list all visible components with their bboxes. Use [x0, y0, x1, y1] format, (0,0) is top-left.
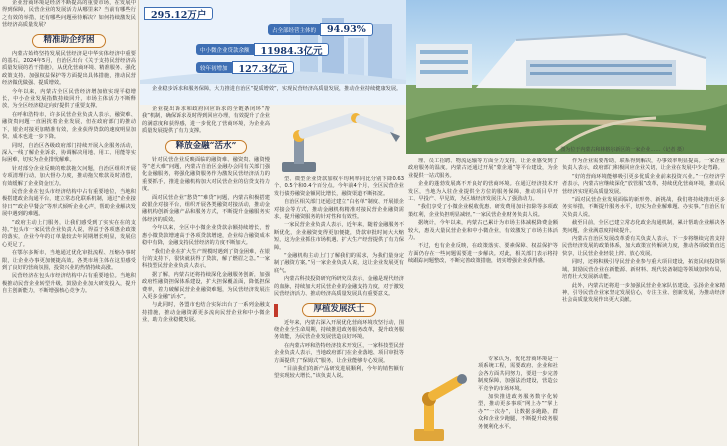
paragraph: 自治区相关部门还通过建立“白名单”制度、开展银企对接会等方式，推动金融机构精准对接民营企业融资需求，提升融资服务的针对性和有效性。	[274, 199, 404, 221]
stat-value: 11984.3亿元	[254, 43, 330, 56]
building-illustration	[406, 0, 727, 154]
paragraph: 同时，还将积极引导民营企业参与重大项目建设，拓宽民间投资领域，鼓励民营企业在新能源、新材料、现代装备制造等领域加快布局，培育壮大发展新动能。	[562, 259, 725, 281]
paragraph: 据了解，内蒙古还将持续深化金融服务创新，加强政府性融资担保体系建设，扩大担保覆盖面，降低担保费率，着力破解民营企业融资难题，为民营经济发展注入更多金融“活水”。	[142, 271, 270, 300]
section2-head	[142, 137, 270, 157]
paragraph: 在鄂尔多斯市，当地通过优化审批流程、压缩办事时限，让企业办事更加便捷高效。各类市场主体在这里感受到了良好的营商氛围，投资兴业的热情持续高涨。	[2, 250, 136, 271]
paragraph: 近年来，内蒙古深入开展优化营商环境攻坚行动，围绕企业全生命周期，持续推进政务服务改革，提升政务服务效能，为民营企业发展营造良好环境。	[274, 319, 404, 341]
paragraph: 今年以来，全区中小微企业贷款余额持续增长，普惠小微贷款增速高于各项贷款增速，企业综合融资成本稳中有降，金融支持民营经济的力度不断加大。	[142, 225, 270, 247]
building-photo	[406, 0, 727, 154]
paragraph: 企业的蓬勃发展离不开良好的营商环境。在通辽经济技术开发区，当地为入驻企业提供全方位的服务保障，推动项目早开工、早投产、早见效，为区域经济发展注入了强劲动力。	[408, 181, 558, 203]
column-5	[562, 158, 725, 446]
paragraph: 面对民营企业“愁贷”“难贷”问题，内蒙古积极搭建政银企对接平台，组织开展各类融资对接活动，推动金融机构创新金融产品和服务方式，不断提升金融服务实体经济的质效。	[142, 194, 270, 223]
paragraph: 今年以来，内蒙古全区民营经济增加值实现平稳增长，中小企业发展指数持续回升，市场主体活力不断释放，为全区经济稳定向好提供了重要支撑。	[2, 88, 136, 110]
column-1	[2, 0, 136, 446]
paragraph: 作为企业需要帮助，联系得到解决，办事效率明显提高。一家企业负责人表示，政府部门积极回应企业关切，让企业在发展中少走弯路。	[562, 158, 725, 172]
section1-head	[2, 31, 136, 51]
paragraph: 与此同时，各盟市也结合实际出台了一系列金融支持措施，推动金融资源更多流向民营企业和中小微企业，助力企业稳健发展。	[142, 302, 270, 324]
section3-head	[274, 300, 404, 320]
paragraph: 内蒙古科技投资研究所研究员表示，金融是现代经济的血脉，持续加大对民营企业的金融支持力度，对于激发民营经济活力、推动经济高质量发展具有重要意义。	[274, 276, 404, 298]
paragraph: 针对部分企业反映的账款拖欠问题，自治区组织开展专项清理行动，加大督办力度，推动拖欠账款及时清偿，有效缓解了企业资金压力。	[2, 165, 136, 187]
paragraph: 民营企业在包头市经济结构中占有重要地位，当地积极搭建政企沟通平台，建立常态化联系机制，通过“企业接待日”“政企早餐会”等形式倾听企业心声，帮助企业解决发展中遇到的难题。	[2, 188, 136, 218]
paragraph: 内蒙古自治区发展改革委有关负责人表示，下一步将继续完善支持民营经济发展的政策体系，加大政策宣传解读力度，推动各项政策直达快享，让民营企业轻装上阵、放心发展。	[562, 236, 725, 257]
stat-business-entities	[144, 6, 213, 21]
stat-value: 127.3亿元	[232, 61, 295, 74]
robot-arm-icon	[406, 355, 476, 446]
paragraph: 同时，自治区各级政府部门持续开展入企服务活动，深入一线了解企业诉求，协调解决用地、用工、用能等实际困难，切实为企业排忧解难。	[2, 142, 136, 164]
paragraph: 针对民营企业反映面临的融资难、融资贵、融资慢等“老大难”问题，内蒙古自治区金融办会同有关部门强化金融服务，将强化融资服务作为激发民营经济活力的重要抓手，推进金融机构加大对民营企业的信贷支持力度。	[142, 156, 270, 193]
paragraph: 内蒙古始终坚持发展民营经济是中华实体经济中重要的基石。2024年5月，自治区出台《关于支持民营经济高质量发展的若干措施》，从优化营商环境、精准服务、强化政策支持、加强权益保护等方面提出具体措施，推动民营经济做优做强、提质增效。	[2, 50, 136, 87]
infographic-caption: 企业稳步诉求和服务保障，大力推进自治区“提质增效”，实现民营经济高质量发展，推动企业持续健康发展。	[152, 86, 402, 92]
paragraph: 民营经济在包头市经济结构中占有重要地位。当地积极推动民营企业转型升级，鼓励企业加大研发投入，提升自主创新能力，不断增强核心竞争力。	[2, 273, 136, 295]
paragraph: “金融机构主动上门了解我们的需求，为我们量身定制了融资方案。”另一家企业负责人说，这让企业发展更有底气。	[274, 253, 404, 274]
paragraph: 企业营商环境是经济不断提高的重要市场，在发展中得到保障，民营企业的发展活力从哪里来？当前有哪些行之有效的举措，还有哪些问题亟待解决？如何持续激发民营经济高质量发展？	[2, 0, 136, 29]
paragraph: 理、员工招聘、物流运输等方面全力支持，让企业感受到了政府服务的温度。内蒙古还通过开展“蒙企通”等平台建设，为企业提供一站式服务。	[408, 158, 558, 179]
paragraph: “政府主动上门服务，让我们感受到了实实在在的支持。”包头市一家民营企业负责人说，得益于各项惠企政策的落实，企业今年的订单量较去年同期增长明显，发展信心更足了。	[2, 219, 136, 248]
stat-label: 占全部经营主体的	[268, 24, 320, 35]
stats-infographic	[140, 0, 406, 105]
paragraph: 截至目前，全区已建立常态化政企沟通机制，累计帮助企业解决各类问题，企业满意度持续提升。	[562, 220, 725, 234]
stat-value: 295.12万户	[144, 7, 213, 20]
column-2	[142, 106, 270, 446]
stat-share	[268, 22, 373, 37]
paragraph: 据统计，今年以来，内蒙古已累计为市场主体减税降费金额较大，惠及大量民营企业和中小微企业，有效激发了市场主体活力。	[408, 220, 558, 242]
robot-arm-figure	[272, 106, 406, 176]
paragraph: “我们企业在扩大生产规模时遇到了资金困难，在银行的支持下，很快就获得了贷款，解了燃眉之急。”一家科技型民营企业负责人表示。	[142, 248, 270, 270]
robot-figure-bottom	[406, 355, 476, 446]
paragraph: “好的营商环境能够吸引更多优质企业前来投资兴业。”一位经济学者表示，内蒙古应继续深化“放管服”改革，持续优化营商环境，推动民营经济实现更高质量发展。	[562, 173, 725, 195]
column-divider	[138, 0, 139, 446]
paragraph: “面对民营企业发展面临的新形势、新挑战，我们将持续推出更多务实举措，不断提升服务水平，切实为企业解难题、办实事。”自治区有关负责人说。	[562, 197, 725, 218]
paragraph: 不过，也有企业反映，在政策落实、要素保障、权益保护等方面仍存在一些问题需要进一步解决。对此，相关部门表示将持续跟踪问题整改，不断完善政策措施，切实增强企业获得感。	[408, 243, 558, 265]
paragraph: 型、微型企业贷款加权平均利率同比分别下降0.63个、0.5个和0.4个百分点。今年前4个月，全区民营企业发行债券融资金额同比增长，融资渠道不断拓宽。	[274, 176, 404, 197]
section1-title: 精准助企纾困	[32, 34, 105, 47]
robot-arm-icon	[272, 106, 406, 176]
stat-label: 中小微企业贷款余额	[196, 44, 254, 55]
column-3	[274, 176, 404, 446]
column-4	[408, 158, 558, 354]
paragraph: 一家民营企业负责人表示，近年来，随着金融服务不断优化，企业融资变得更加便捷，贷款审批时间大大缩短，这为企业抓住市场机遇、扩大生产经营提供了有力保障。	[274, 222, 404, 251]
paragraph: “目前我们的新产品研发进展顺利，今年的销售额有望实现较大增长。”该负责人说。	[274, 365, 404, 380]
stat-loan-increase	[196, 60, 294, 75]
stat-label: 较年初增加	[196, 62, 232, 73]
column-4b	[478, 356, 558, 446]
section2-title: 释放金融“活水”	[165, 140, 248, 153]
paragraph: 加快推进政务服务数字化转型，推动更多事项“网上办”“掌上办”“一次办”，让数据多跑路，群众和企业少跑腿，不断提升政务服务便利化水平。	[478, 394, 558, 430]
paragraph: 在呼和浩特市，许多民营企业负责人表示，融资难、融资贵问题一直困扰着企业发展，但在政府部门的推动下，银企对接更加精准有效，企业获得贷款的速度明显加快，成本也进一步下降。	[2, 111, 136, 141]
photo-caption: 图为位于内蒙古和林格尔新区的一家企业……（记者 摄）	[560, 147, 687, 153]
paragraph: 此外，内蒙古还将进一步加强民营企业家队伍建设，弘扬企业家精神，引导民营企业家坚定发展信心，专注主业、创新发展，为推动经济社会高质量发展作出更大贡献。	[562, 282, 725, 304]
section3-title: 厚植发展沃土	[302, 303, 375, 316]
section-marker	[274, 304, 278, 317]
paragraph: “我们享受了小微企业税收优惠、研发费用加计扣除等多项政策红利，企业负担明显减轻。”一家民营企业财务负责人说。	[408, 204, 558, 218]
stat-value: 94.93%	[320, 23, 373, 36]
paragraph: 专家认为，优化营商环境是一项系统工程，需要政府、企业和社会各方面共同努力，要进一步完善制度保障，加强法治建设，营造公平竞争的市场环境。	[478, 356, 558, 392]
paragraph: 企业提出诉求和政府回应诉求的全链条闭环“帮我”机制，确保诉求及时得到回应办理，有效提升了企业的满意度和获得感，进一步优化了营商环境，为企业高质量发展提供了有力支撑。	[142, 106, 270, 135]
stat-loan-balance	[196, 42, 329, 57]
paragraph: 在内蒙古呼和浩特经济技术开发区，一家科技型民营企业负责人表示，当地政府部门在企业落地、项目审批等方面提供了“保姆式”服务，让企业能够专心发展。	[274, 342, 404, 364]
